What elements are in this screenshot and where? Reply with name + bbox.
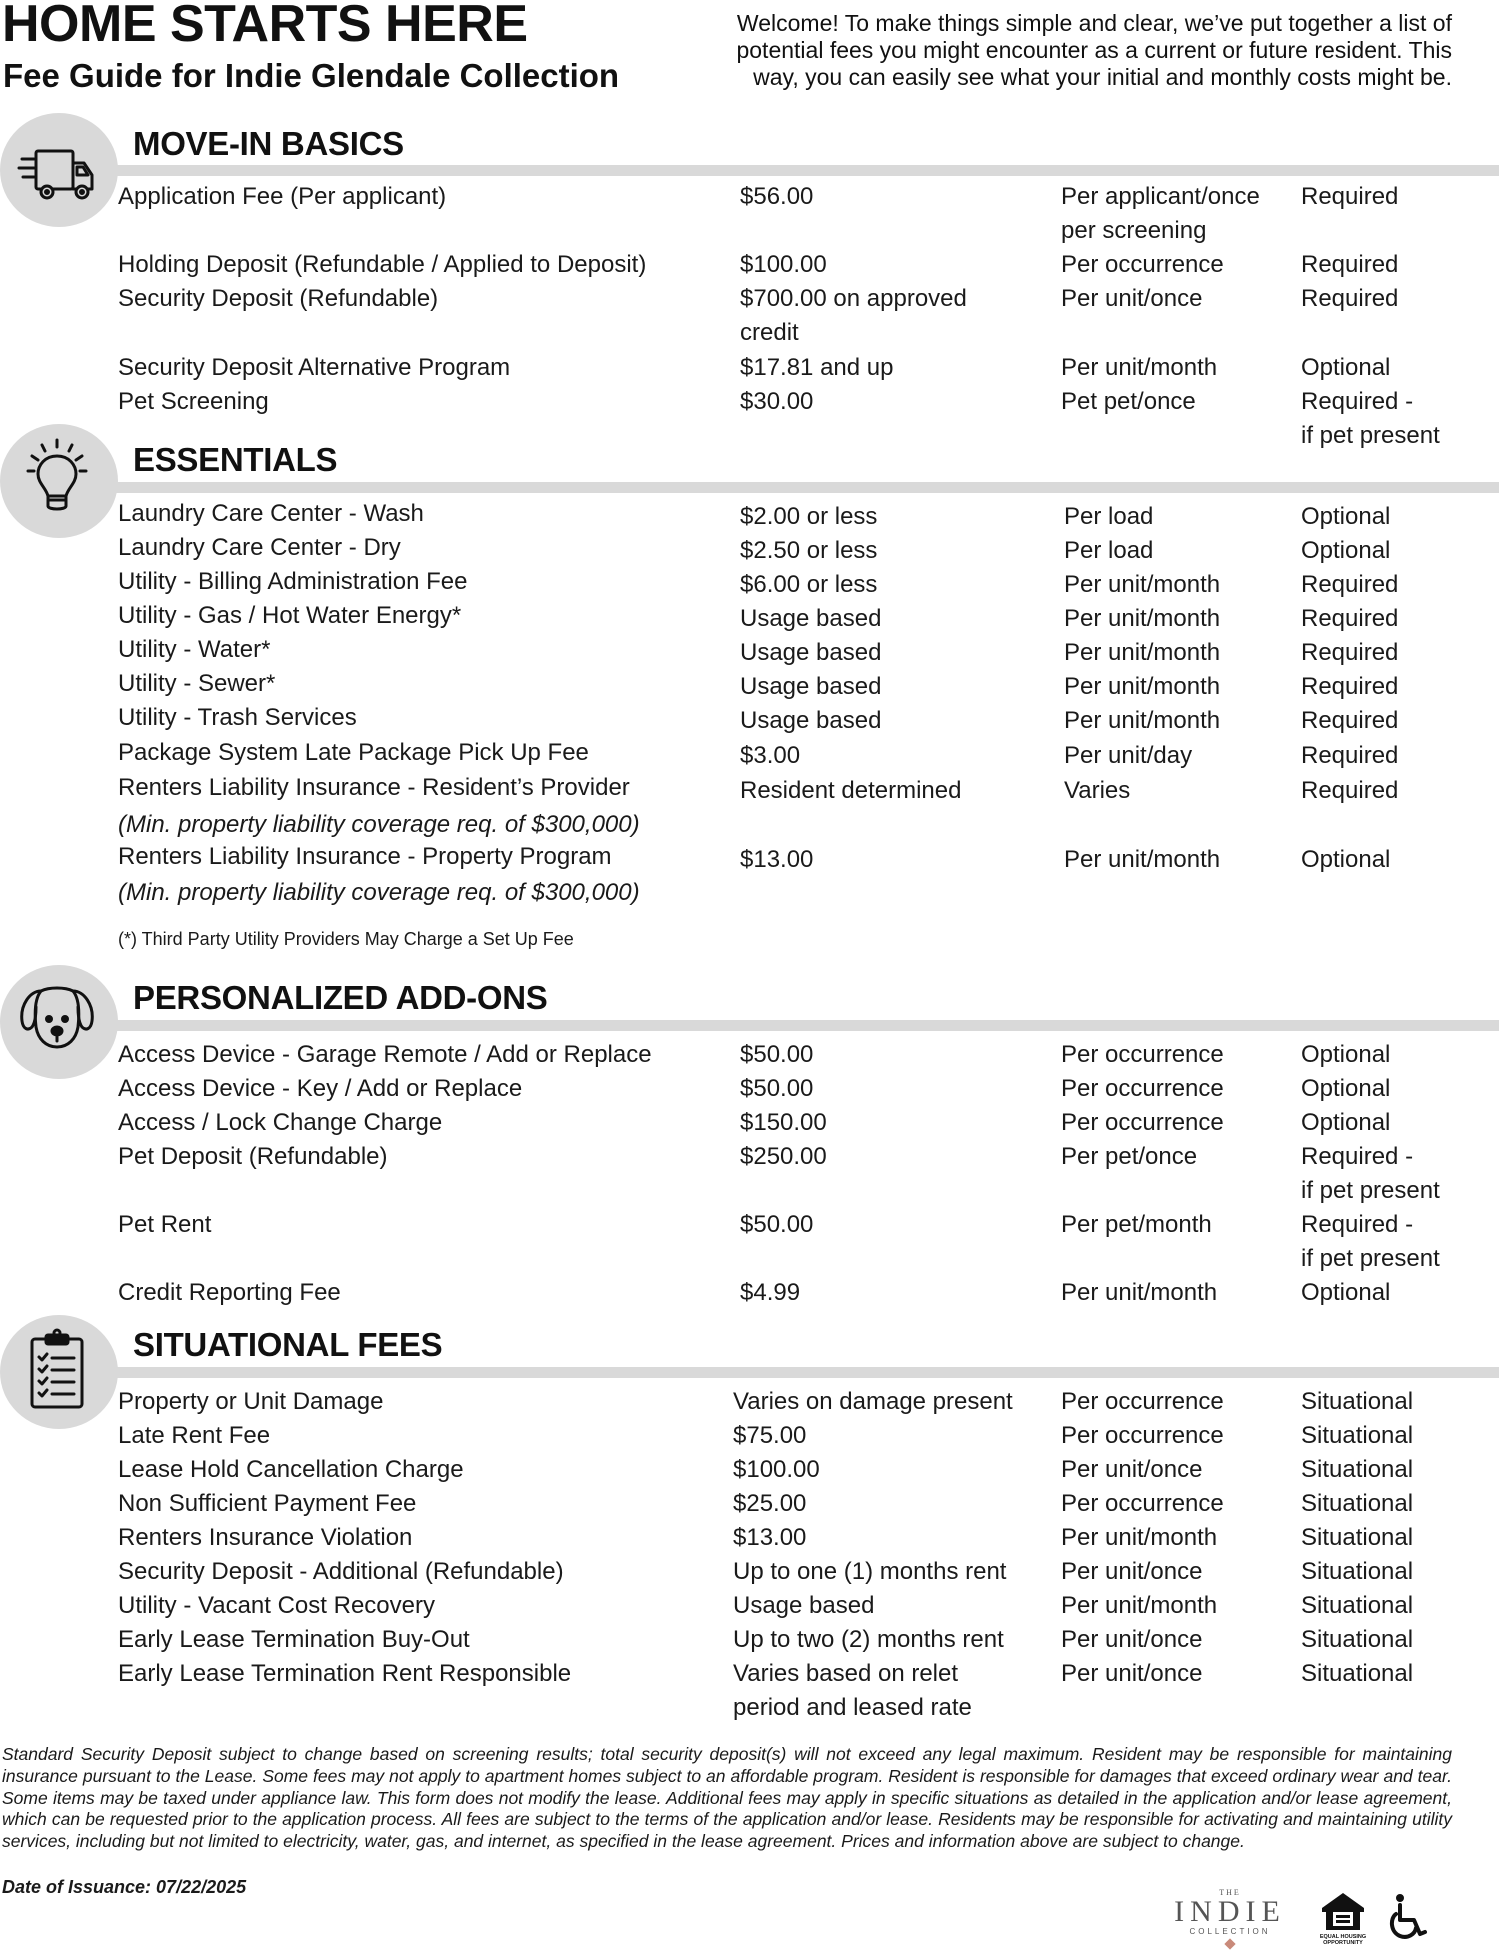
fee-amount: $100.00 bbox=[740, 251, 827, 278]
fee-frequency: Per unit/once bbox=[1061, 1558, 1203, 1585]
fee-requirement: Required - bbox=[1301, 388, 1414, 415]
fee-name: Non Sufficient Payment Fee bbox=[118, 1490, 417, 1517]
fee-name: Access / Lock Change Charge bbox=[118, 1109, 443, 1136]
fee-name: Security Deposit - Additional (Refundable) bbox=[118, 1558, 564, 1585]
page-title: HOME STARTS HERE bbox=[2, 0, 528, 53]
fee-name: Security Deposit Alternative Program bbox=[118, 354, 511, 381]
fee-amount: $6.00 or less bbox=[740, 571, 878, 598]
fee-requirement: Required bbox=[1301, 571, 1399, 598]
fee-requirement-line2: if pet present bbox=[1301, 1177, 1440, 1204]
fee-frequency-line2: per screening bbox=[1061, 217, 1207, 244]
fee-requirement: Situational bbox=[1301, 1558, 1414, 1585]
footnote: (*) Third Party Utility Providers May Charge a Set Up Fee bbox=[118, 929, 574, 949]
section-divider bbox=[110, 1020, 1499, 1031]
fee-frequency: Per unit/month bbox=[1061, 1279, 1218, 1306]
section-icon-badge bbox=[0, 1315, 118, 1429]
fee-frequency: Varies bbox=[1064, 777, 1131, 804]
fee-amount: Up to one (1) months rent bbox=[733, 1558, 1007, 1585]
fee-requirement: Situational bbox=[1301, 1456, 1414, 1483]
fee-name: Utility - Billing Administration Fee bbox=[118, 568, 468, 595]
fee-name: Laundry Care Center - Dry bbox=[118, 534, 401, 561]
fee-amount-line2: period and leased rate bbox=[733, 1694, 972, 1721]
fee-requirement: Optional bbox=[1301, 1041, 1391, 1068]
fee-name: Late Rent Fee bbox=[118, 1422, 271, 1449]
fee-requirement-line2: if pet present bbox=[1301, 1245, 1440, 1272]
fee-requirement: Required bbox=[1301, 777, 1399, 804]
section-divider bbox=[110, 165, 1499, 176]
fee-frequency: Per unit/month bbox=[1061, 1592, 1218, 1619]
fee-amount-line2: credit bbox=[740, 319, 799, 346]
fee-requirement: Required bbox=[1301, 183, 1399, 210]
section-title-move-in: MOVE-IN BASICS bbox=[133, 125, 404, 162]
fee-amount: $150.00 bbox=[740, 1109, 827, 1136]
fee-frequency: Per occurrence bbox=[1061, 1109, 1224, 1136]
section-title-essentials: ESSENTIALS bbox=[133, 441, 338, 478]
equal-housing-opportunity-icon bbox=[1320, 1890, 1366, 1946]
fee-name: Utility - Water* bbox=[118, 636, 271, 663]
fee-name: Renters Insurance Violation bbox=[118, 1524, 413, 1551]
fee-requirement: Required bbox=[1301, 251, 1399, 278]
fee-amount: Usage based bbox=[740, 639, 882, 666]
fee-frequency: Per unit/day bbox=[1064, 742, 1193, 769]
issuance-date: Date of Issuance: 07/22/2025 bbox=[2, 1877, 247, 1897]
fee-frequency: Per occurrence bbox=[1061, 1490, 1224, 1517]
fee-amount: Varies on damage present bbox=[733, 1388, 1013, 1415]
section-title-situational: SITUATIONAL FEES bbox=[133, 1326, 443, 1363]
fee-frequency: Per load bbox=[1064, 537, 1154, 564]
fee-amount: $56.00 bbox=[740, 183, 814, 210]
fee-amount: $30.00 bbox=[740, 388, 814, 415]
fee-amount: Usage based bbox=[733, 1592, 875, 1619]
fee-frequency: Per unit/month bbox=[1064, 605, 1221, 632]
fee-amount: $2.00 or less bbox=[740, 503, 878, 530]
fee-frequency: Per unit/once bbox=[1061, 1626, 1203, 1653]
fee-name: Application Fee (Per applicant) bbox=[118, 183, 447, 210]
fee-requirement-line2: if pet present bbox=[1301, 422, 1440, 449]
fee-name: Credit Reporting Fee bbox=[118, 1279, 341, 1306]
fee-frequency: Per unit/once bbox=[1061, 285, 1203, 312]
svg-text:EQUAL HOUSING: EQUAL HOUSING bbox=[1320, 1934, 1366, 1940]
fee-requirement: Optional bbox=[1301, 1075, 1391, 1102]
logo-the: THE bbox=[1219, 1888, 1241, 1897]
fee-amount: $50.00 bbox=[740, 1041, 814, 1068]
section-icon-badge bbox=[0, 113, 118, 227]
fee-name: Access Device - Garage Remote / Add or Replace bbox=[118, 1041, 652, 1068]
fee-frequency: Per unit/month bbox=[1064, 571, 1221, 598]
fee-frequency: Per unit/month bbox=[1061, 1524, 1218, 1551]
fee-name: Utility - Sewer* bbox=[118, 670, 276, 697]
fee-requirement: Situational bbox=[1301, 1660, 1414, 1687]
fee-name: Lease Hold Cancellation Charge bbox=[118, 1456, 464, 1483]
fee-frequency: Per load bbox=[1064, 503, 1154, 530]
fee-amount: Usage based bbox=[740, 707, 882, 734]
fee-requirement: Situational bbox=[1301, 1490, 1414, 1517]
fee-frequency: Per unit/month bbox=[1064, 639, 1221, 666]
dog-icon bbox=[14, 977, 100, 1063]
section-divider bbox=[110, 1367, 1499, 1378]
intro-text: Welcome! To make things simple and clear, we’ve put together a list of potential fees you might encounter as a current or future resident. This way, you can easily see what your initial and monthly costs might be. bbox=[736, 10, 1452, 90]
logo-collection: COLLECTION bbox=[1189, 1927, 1271, 1936]
fee-requirement: Optional bbox=[1301, 1109, 1391, 1136]
fee-name: Security Deposit (Refundable) bbox=[118, 285, 439, 312]
fee-name: Holding Deposit (Refundable / Applied to Deposit) bbox=[118, 251, 647, 278]
section-icon-badge bbox=[0, 965, 118, 1079]
fee-amount: Usage based bbox=[740, 605, 882, 632]
fee-requirement: Situational bbox=[1301, 1592, 1414, 1619]
disclaimer-text: Standard Security Deposit subject to change based on screening results; total security deposit(s) will not exceed any legal maximum. Resident may be responsible for maintaining insurance pursuant to the Lease. Some fees may not apply to apartment homes subject to an affordable program. Resident is responsible for damages that exceed ordinary wear and tear. Some items may be taxed under appliance law. This form does not modify the lease. Additional fees may apply in specific situations as detailed in the application and/or lease agreement, which can be requested prior to the application process. All fees are subject to the terms of the application and/or lease. Residents may be responsible for activating and maintaining utility services, including but not limited to electricity, water, gas, and internet, as specified in the lease agreement. Prices and information above are subject to change. bbox=[2, 1744, 1452, 1852]
fee-name: Pet Deposit (Refundable) bbox=[118, 1143, 388, 1170]
section-divider bbox=[110, 482, 1499, 493]
fee-amount: $100.00 bbox=[733, 1456, 820, 1483]
fee-name: Pet Screening bbox=[118, 388, 269, 415]
fee-frequency: Per occurrence bbox=[1061, 1075, 1224, 1102]
fee-amount: $50.00 bbox=[740, 1211, 814, 1238]
fee-requirement: Required bbox=[1301, 605, 1399, 632]
svg-text:OPPORTUNITY: OPPORTUNITY bbox=[1323, 1940, 1363, 1946]
fee-frequency: Pet pet/once bbox=[1061, 388, 1196, 415]
fee-frequency: Per unit/month bbox=[1064, 707, 1221, 734]
fee-frequency: Per unit/once bbox=[1061, 1456, 1203, 1483]
fee-name-note: (Min. property liability coverage req. of $300,000) bbox=[118, 879, 640, 906]
fee-requirement: Situational bbox=[1301, 1388, 1414, 1415]
fee-amount: $13.00 bbox=[733, 1524, 807, 1551]
fee-amount: $4.99 bbox=[740, 1279, 801, 1306]
section-title-addons: PERSONALIZED ADD-ONS bbox=[133, 979, 548, 1016]
logo-diamond-icon bbox=[1224, 1938, 1235, 1949]
fee-requirement: Required bbox=[1301, 707, 1399, 734]
fee-requirement: Situational bbox=[1301, 1524, 1414, 1551]
fee-requirement: Required bbox=[1301, 742, 1399, 769]
fee-requirement: Required - bbox=[1301, 1143, 1414, 1170]
fee-frequency: Per unit/month bbox=[1064, 846, 1221, 873]
fee-requirement: Optional bbox=[1301, 354, 1391, 381]
fee-frequency: Per unit/once bbox=[1061, 1660, 1203, 1687]
fee-frequency: Per occurrence bbox=[1061, 1388, 1224, 1415]
fee-requirement: Optional bbox=[1301, 537, 1391, 564]
fee-amount: $50.00 bbox=[740, 1075, 814, 1102]
fee-name: Property or Unit Damage bbox=[118, 1388, 384, 1415]
fee-amount: Usage based bbox=[740, 673, 882, 700]
fee-amount: Up to two (2) months rent bbox=[733, 1626, 1004, 1653]
fee-frequency: Per unit/month bbox=[1064, 673, 1221, 700]
fee-requirement: Optional bbox=[1301, 1279, 1391, 1306]
fee-name: Laundry Care Center - Wash bbox=[118, 500, 424, 527]
fee-requirement: Situational bbox=[1301, 1422, 1414, 1449]
fee-amount: Resident determined bbox=[740, 777, 962, 804]
fee-requirement: Optional bbox=[1301, 846, 1391, 873]
fee-frequency: Per occurrence bbox=[1061, 1422, 1224, 1449]
section-icon-badge bbox=[0, 424, 118, 538]
fee-requirement: Optional bbox=[1301, 503, 1391, 530]
fee-frequency: Per pet/month bbox=[1061, 1211, 1212, 1238]
fee-amount: $25.00 bbox=[733, 1490, 807, 1517]
fee-frequency: Per applicant/once bbox=[1061, 183, 1260, 210]
fee-requirement: Required bbox=[1301, 673, 1399, 700]
fee-requirement: Required - bbox=[1301, 1211, 1414, 1238]
logo-name: INDIE bbox=[1174, 1895, 1286, 1928]
page-subtitle: Fee Guide for Indie Glendale Collection bbox=[3, 57, 620, 94]
fee-amount: $2.50 or less bbox=[740, 537, 878, 564]
fee-name: Utility - Gas / Hot Water Energy* bbox=[118, 602, 462, 629]
light-bulb-icon bbox=[14, 436, 100, 522]
fee-name: Renters Liability Insurance - Property Program bbox=[118, 843, 612, 870]
fee-frequency: Per unit/month bbox=[1061, 354, 1218, 381]
fee-name: Early Lease Termination Rent Responsible bbox=[118, 1660, 572, 1687]
fee-amount: Varies based on relet bbox=[733, 1660, 959, 1687]
fee-name: Package System Late Package Pick Up Fee bbox=[118, 739, 589, 766]
fee-requirement: Situational bbox=[1301, 1626, 1414, 1653]
fee-name-note: (Min. property liability coverage req. of $300,000) bbox=[118, 811, 640, 838]
fee-amount: $75.00 bbox=[733, 1422, 807, 1449]
fee-amount: $17.81 and up bbox=[740, 354, 894, 381]
fee-amount: $700.00 on approved bbox=[740, 285, 967, 312]
fee-name: Utility - Trash Services bbox=[118, 704, 357, 731]
delivery-truck-icon bbox=[14, 125, 100, 211]
wheelchair-accessible-icon bbox=[1388, 1892, 1428, 1942]
fee-name: Early Lease Termination Buy-Out bbox=[118, 1626, 470, 1653]
fee-amount: $3.00 bbox=[740, 742, 801, 769]
fee-frequency: Per pet/once bbox=[1061, 1143, 1198, 1170]
fee-requirement: Required bbox=[1301, 639, 1399, 666]
fee-frequency: Per occurrence bbox=[1061, 1041, 1224, 1068]
fee-name: Utility - Vacant Cost Recovery bbox=[118, 1592, 435, 1619]
fee-name: Pet Rent bbox=[118, 1211, 212, 1238]
fee-requirement: Required bbox=[1301, 285, 1399, 312]
indie-collection-logo bbox=[1160, 1888, 1300, 1948]
fee-frequency: Per occurrence bbox=[1061, 251, 1224, 278]
fee-name: Access Device - Key / Add or Replace bbox=[118, 1075, 523, 1102]
clipboard-checklist-icon bbox=[14, 1327, 100, 1413]
fee-amount: $250.00 bbox=[740, 1143, 827, 1170]
fee-amount: $13.00 bbox=[740, 846, 814, 873]
fee-name: Renters Liability Insurance - Resident’s Provider bbox=[118, 774, 630, 801]
